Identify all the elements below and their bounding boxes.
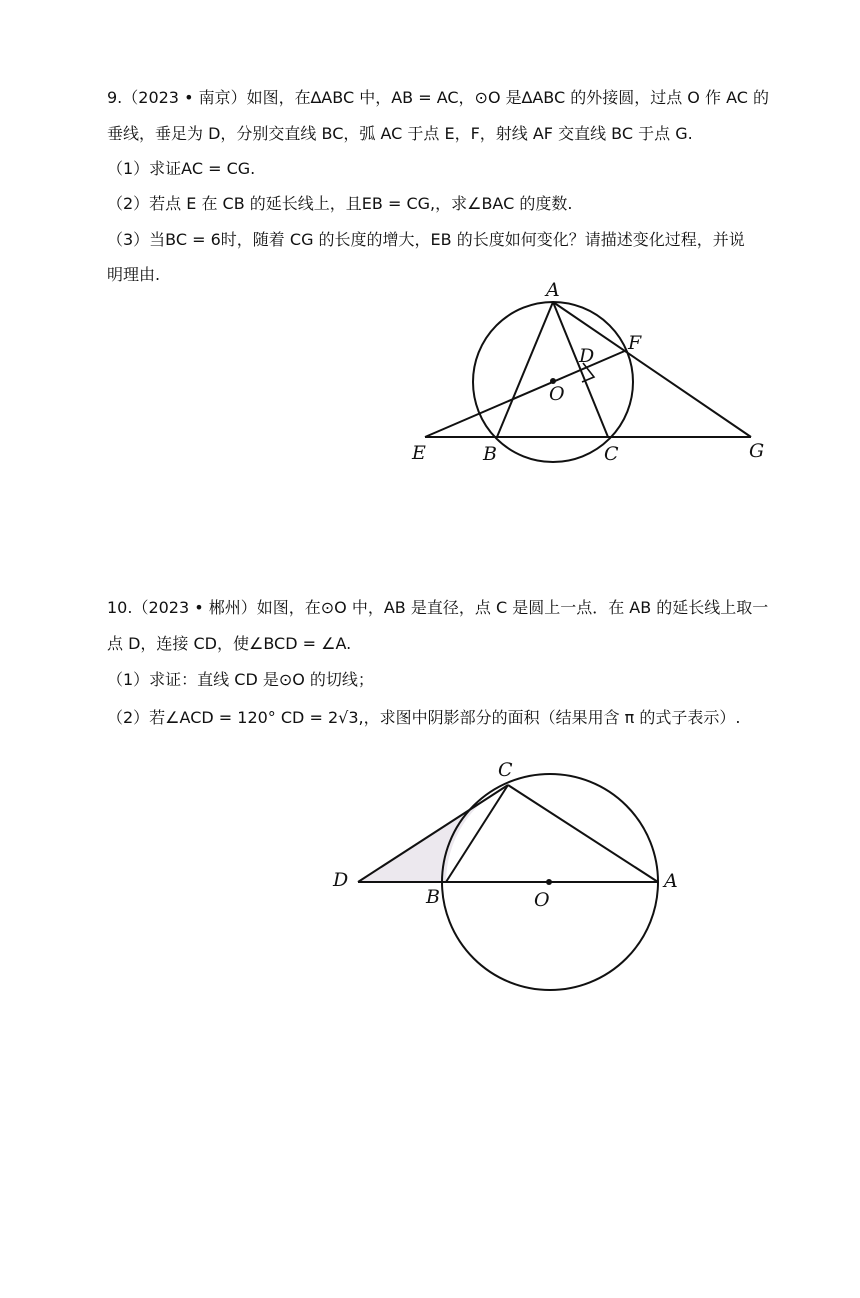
p10-label-A: A <box>664 870 678 892</box>
p9-part-2: （2）若点 E 在 CB 的延长线上，且EB = CG,，求∠BAC 的度数. <box>107 194 573 213</box>
p9-line-1: 9.（2023 • 南京）如图，在∆ABC 中，AB = AC，⊙O 是∆ABC 的外接圆，过点 O 作 AC 的 <box>107 88 769 107</box>
p10-part-1: （1）求证：直线 CD 是⊙O 的切线； <box>107 670 374 689</box>
p9-label-D: D <box>579 345 595 367</box>
p10-label-D: D <box>333 869 349 891</box>
p9-label-G: G <box>749 440 765 462</box>
p9-figure <box>0 0 860 520</box>
p10-segment-CA <box>508 785 658 882</box>
p9-line-6: 明理由. <box>107 265 161 284</box>
p10-line-1: 10.（2023 • 郴州）如图，在⊙O 中，AB 是直径，点 C 是圆上一点．在 AB 的延长线上取一 <box>107 598 769 617</box>
p9-label-O: O <box>549 383 565 405</box>
p10-label-C: C <box>498 759 513 781</box>
p10-label-B: B <box>426 886 440 908</box>
p9-label-C: C <box>604 443 619 465</box>
p9-line-2: 垂线，垂足为 D，分别交直线 BC，弧 AC 于点 E，F，射线 AF 交直线 BC 于点 G. <box>107 124 693 143</box>
p9-label-F: F <box>628 332 642 354</box>
p10-label-O: O <box>534 889 550 911</box>
p9-label-E: E <box>412 442 426 464</box>
p9-part-1: （1）求证AC = CG. <box>107 159 256 178</box>
p9-part-3: （3）当BC = 6时，随着 CG 的长度的增大，EB 的长度如何变化？请描述变化过程，并说 <box>107 230 745 249</box>
p10-line-2: 点 D，连接 CD，使∠BCD = ∠A. <box>107 634 352 653</box>
p10-part-2: （2）若∠ACD = 120° CD = 2√3,，求图中阴影部分的面积（结果用含 π 的式子表示）. <box>107 708 741 727</box>
p9-label-B: B <box>483 443 497 465</box>
p9-segment-AB <box>497 302 553 437</box>
p10-center-dot <box>546 879 552 885</box>
p10-figure <box>0 720 860 1010</box>
p9-segment-EF <box>425 350 627 437</box>
p9-label-A: A <box>546 279 560 301</box>
